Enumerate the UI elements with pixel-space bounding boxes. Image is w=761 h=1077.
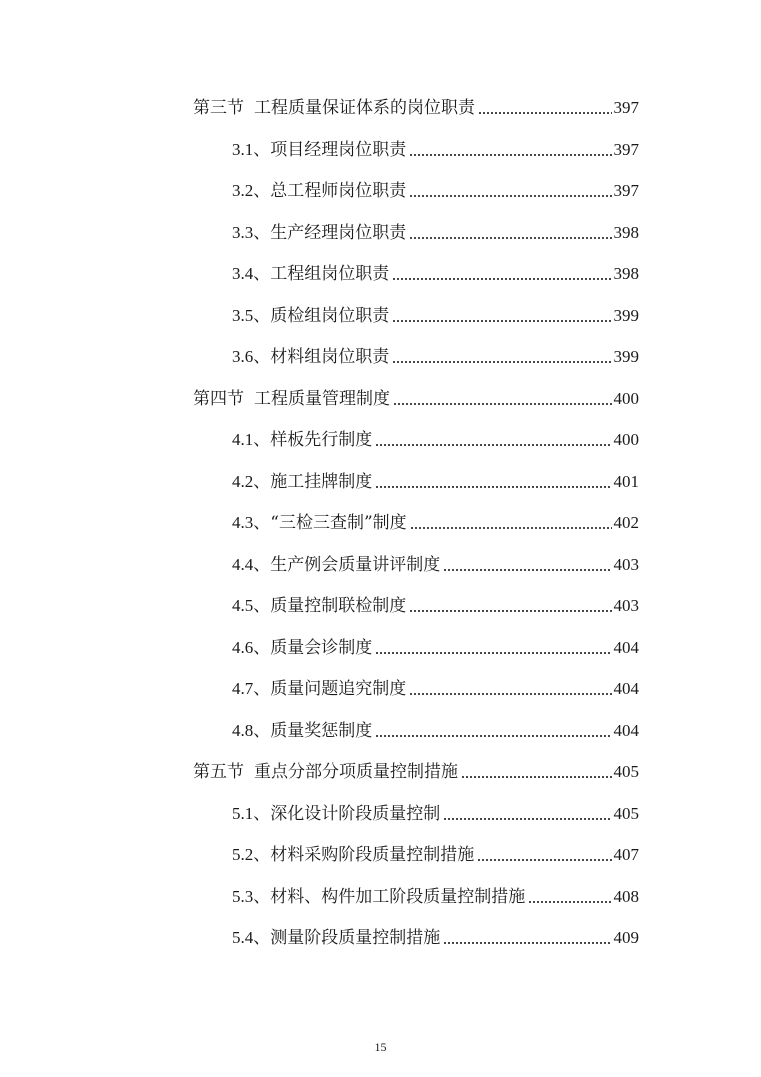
page-number-footer: 15 (374, 1040, 387, 1054)
toc-dot-leader (409, 195, 611, 197)
toc-entry-number: 5.3、 (232, 886, 271, 906)
toc-subsection-entry[interactable] (232, 919, 639, 949)
toc-entry-title: 工程质量保证体系的岗位职责 (254, 98, 475, 118)
toc-entry-number: 5.1、 (232, 803, 271, 823)
toc-subsection-entry[interactable] (232, 795, 639, 825)
toc-subsection-entry[interactable] (232, 546, 639, 576)
toc-dot-leader (392, 320, 611, 322)
toc-page-number: 403 (613, 596, 639, 615)
toc-entry-number: 4.7、 (232, 679, 271, 698)
toc-subsection-entry[interactable] (232, 712, 639, 742)
toc-subsection-entry[interactable] (232, 836, 639, 866)
toc-dot-leader (392, 361, 611, 363)
toc-entry-title: 生产例会质量讲评制度 (270, 554, 441, 575)
toc-subsection-entry[interactable] (232, 172, 639, 202)
toc-entry-number: 4.8、 (232, 720, 271, 740)
toc-dot-leader (478, 112, 612, 114)
toc-entry-number: 3.6、 (232, 347, 271, 366)
toc-entry-title: 样板先行制度 (270, 430, 373, 450)
toc-entry-number: 5.2、 (232, 845, 271, 864)
toc-page-number: 399 (613, 347, 639, 366)
toc-subsection-entry[interactable] (232, 131, 639, 161)
toc-entry-number: 3.1、 (232, 139, 271, 159)
toc-page-number: 404 (613, 720, 639, 740)
toc-subsection-entry[interactable] (232, 463, 639, 493)
toc-entry-number: 3.4、 (232, 264, 271, 283)
toc-entry-number: 3.3、 (232, 222, 271, 242)
toc-dot-leader (443, 818, 611, 820)
toc-entry-title: 质检组岗位职责 (270, 305, 390, 326)
toc-page-number: 404 (613, 679, 639, 698)
toc-dot-leader (528, 901, 611, 903)
toc-section-label: 第三节 (193, 98, 244, 118)
toc-subsection-entry[interactable] (232, 297, 639, 327)
toc-entry-title: 总工程师岗位职责 (270, 181, 407, 201)
toc-dot-leader (409, 693, 611, 695)
toc-entry-number: 3.5、 (232, 305, 271, 325)
toc-subsection-entry[interactable] (232, 255, 639, 285)
toc-dot-leader (461, 776, 612, 778)
toc-dot-leader (375, 486, 611, 488)
toc-dot-leader (375, 652, 611, 654)
toc-subsection-entry[interactable] (232, 587, 639, 617)
toc-entry-title: 项目经理岗位职责 (270, 139, 407, 160)
toc-entry-title: 质量问题追究制度 (270, 679, 407, 699)
toc-page-number: 408 (613, 886, 639, 906)
toc-entry-title: 生产经理岗位职责 (270, 222, 407, 243)
toc-entry-number: 4.3、 (232, 513, 271, 532)
toc-dot-leader (409, 610, 611, 612)
toc-page-number: 402 (613, 513, 639, 532)
toc-page-number: 398 (613, 264, 639, 283)
toc-section-label: 第五节 (193, 762, 244, 782)
toc-page-number: 405 (613, 762, 639, 781)
toc-subsection-entry[interactable] (232, 629, 639, 659)
toc-page-number: 404 (613, 637, 639, 657)
toc-entry-title: “三检三查制”制度 (270, 513, 407, 533)
toc-dot-leader (443, 942, 611, 944)
toc-page-number: 400 (613, 430, 639, 449)
toc-entry-title: 测量阶段质量控制措施 (270, 928, 441, 948)
toc-dot-leader (409, 237, 611, 239)
toc-section-entry[interactable] (193, 89, 639, 119)
toc-dot-leader (410, 527, 612, 529)
toc-page-number: 399 (613, 305, 639, 325)
toc-subsection-entry[interactable] (232, 878, 639, 908)
toc-subsection-entry[interactable] (232, 504, 639, 534)
toc-dot-leader (375, 444, 611, 446)
toc-entry-number: 4.6、 (232, 637, 271, 657)
toc-page-number: 403 (613, 554, 639, 574)
toc-entry-title: 质量奖惩制度 (270, 720, 373, 741)
toc-page-number: 397 (613, 181, 639, 200)
toc-entry-number: 3.2、 (232, 181, 271, 200)
toc-entry-title: 材料、构件加工阶段质量控制措施 (270, 886, 526, 907)
toc-subsection-entry[interactable] (232, 338, 639, 368)
toc-subsection-entry[interactable] (232, 421, 639, 451)
toc-entry-number: 5.4、 (232, 928, 271, 947)
toc-page-number: 409 (613, 928, 639, 947)
toc-entry-title: 质量会诊制度 (270, 637, 373, 658)
toc-page-number: 407 (613, 845, 639, 864)
toc-subsection-entry[interactable] (232, 670, 639, 700)
toc-entry-number: 4.2、 (232, 471, 271, 491)
toc-entry-title: 质量控制联检制度 (270, 596, 407, 616)
toc-dot-leader (392, 278, 611, 280)
toc-section-label: 第四节 (193, 388, 244, 409)
toc-entry-title: 工程组岗位职责 (270, 264, 390, 284)
toc-dot-leader (393, 403, 612, 405)
toc-subsection-entry[interactable] (232, 214, 639, 244)
toc-entry-title: 深化设计阶段质量控制 (270, 803, 441, 824)
toc-page-number: 397 (613, 139, 639, 159)
toc-entry-number: 4.1、 (232, 430, 271, 449)
toc-page-number: 401 (613, 471, 639, 491)
toc-page-number: 400 (613, 388, 639, 408)
toc-entry-number: 4.4、 (232, 554, 271, 574)
toc-page-number: 398 (613, 222, 639, 242)
toc-entry-title: 材料采购阶段质量控制措施 (270, 845, 475, 865)
toc-section-entry[interactable] (193, 753, 639, 783)
toc-dot-leader (477, 859, 611, 861)
toc-entry-title: 重点分部分项质量控制措施 (254, 762, 458, 782)
toc-page-number: 405 (613, 803, 639, 823)
toc-section-entry[interactable] (193, 380, 639, 410)
toc-dot-leader (443, 569, 611, 571)
toc-entry-title: 工程质量管理制度 (254, 388, 390, 409)
toc-page-number: 397 (613, 98, 639, 117)
toc-entry-title: 材料组岗位职责 (270, 347, 390, 367)
toc-dot-leader (375, 735, 611, 737)
toc-entry-title: 施工挂牌制度 (270, 471, 373, 492)
toc-entry-number: 4.5、 (232, 596, 271, 615)
toc-dot-leader (409, 154, 611, 156)
